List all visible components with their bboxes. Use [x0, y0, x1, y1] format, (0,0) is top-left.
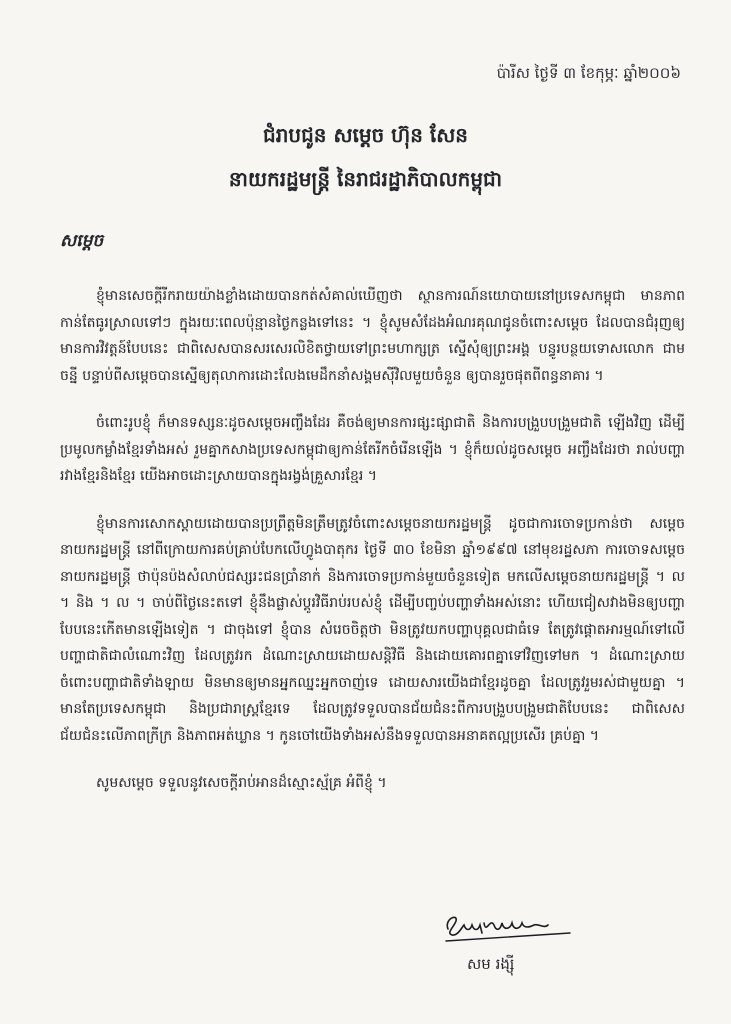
body-paragraph-1: ខ្ញុំមានសេចក្តីរីករាយយ៉ាងខ្លាំងដោយបានកត់សំគាល់ឃើញថា ស្ថានការណ៍នយោបាយនៅប្រទេសកម្ពុជា មានភាពកាន់តែធូរស្រាលទៅៗ ក្នុងរយៈពេលប៉ុន្មានថ្ងៃកន្លងទៅនេះ ។ ខ្ញុំសូមសំដែងអំណរគុណជូនចំពោះសម្តេច ដែលបានជំរុញឲ្យមានការវិវត្តន៍បែបនេះ ជាពិសេសបានសរសេរលិខិតថ្វាយទៅព្រះមហាក្សត្រ ស្នើសុំឲ្យព្រះអង្គ បន្ធូរបន្ថយទោសលោក ជាម ចន្នី បន្ទាប់ពីសម្តេចបានស្នើឲ្យតុលាការដោះលែងមេដឹកនាំសង្គមស៊ីវិលមួយចំនួន ឲ្យបានរួចផុតពីពន្ធនាគារ ។	[60, 288, 685, 384]
body-paragraph-2: ចំពោះរូបខ្ញុំ ក៏មានទស្សនៈដូចសម្តេចអញ្ចឹងដែរ គឺចង់ឲ្យមានការផ្សះផ្សាជាតិ និងការបង្រួបបង្រួមជាតិ ឡើងវិញ ដើម្បីប្រមូលកម្លាំងខ្មែរទាំងអស់ រួមគ្នាកសាងប្រទេសកម្ពុជាឲ្យកាន់តែរីកចំរើនឡើង ។ ខ្ញុំក៏យល់ដូចសម្តេច អញ្ចឹងដែរថា រាល់បញ្ហារវាងខ្មែរនិងខ្មែរ យើងអាចដោះស្រាយបានក្នុងរង្វង់គ្រួសារខ្មែរ ។	[60, 415, 685, 484]
handwritten-signature	[440, 905, 590, 985]
closing-paragraph: សូមសម្តេច ទទួលនូវសេចក្តីរាប់អានដ៏ស្មោះស្ម័គ្រ អំពីខ្ញុំ ។	[96, 775, 387, 791]
signer-name: សម រង្ស៊ី	[467, 955, 515, 973]
salutation: សម្តេច	[60, 231, 104, 251]
body-paragraph-3: ខ្ញុំមានការសោកស្តាយដោយបានប្រព្រឹត្តមិនត្រឹមត្រូវចំពោះសម្តេចនាយករដ្ឋមន្រ្តី ដូចជាការចោទប្រកាន់ថា សម្តេចនាយករដ្ឋមន្រ្តី នៅពីក្រោយការគប់គ្រាប់បែកលើហ្វូងបាតុករ ថ្ងៃទី ៣០ ខែមិនា ឆ្នាំ១៩៩៧ នៅមុខរដ្ឋសភា ការចោទសម្តេចនាយករដ្ឋមន្រ្តី ថាប៉ុនប៉ងសំលាប់ជស្សរះជនប្រាំនាក់ និងការចោទប្រកាន់មួយចំនួនទៀត មកលើសម្តេចនាយករដ្ឋមន្រ្តី ។ ល ។ និង ។ ល ។ ចាប់ពីថ្ងៃនេះតទៅ ខ្ញុំនឹងផ្លាស់ប្តូរវិធីរាប់របស់ខ្ញុំ ដើម្បីបញ្ចប់បញ្ហាទាំងអស់នោះ ហើយជៀសវាងមិនឲ្យបញ្ហាបែបនេះកើតមានឡើងទៀត ។ ជាចុងទៅ ខ្ញុំបាន សំរេចចិត្តថា មិនត្រូវយកបញ្ហាបុគ្គលជាធំទេ តែត្រូវផ្តោតអារម្មណ៍ទៅលើបញ្ហាជាតិជាលំណោះវិញ ដែលត្រូវរក ដំណោះស្រាយដោយសន្តិវិធី និងដោយគោរពគ្នាទៅវិញទៅមក ។ ដំណោះស្រាយចំពោះបញ្ហាជាតិទាំងឡាយ មិនមានឲ្យមានអ្នកឈ្នះអ្នកចាញ់ទេ ដោយសារយើងជាខ្មែរដូចគ្នា ដែលត្រូវរួមរស់ជាមួយគ្នា ។ មានតែប្រទេសកម្ពុជា និងប្រជារាស្រ្តខ្មែរទេ ដែលត្រូវទទួលបានជ័យជំនះពីការបង្រួបបង្រួមជាតិបែបនេះ ជាពិសេសជ័យជំនះលើភាពក្រីក្រ និងភាពអត់ឃ្លាន ។ កូនចៅយើងទាំងអស់នឹងទទួលបានអនាគតល្អប្រសើរ គ្រប់គ្នា ។	[60, 515, 685, 744]
letter-body	[60, 283, 685, 818]
addressee-line-1: ជំរាបជូន សម្តេច ហ៊ុន សែន	[263, 123, 468, 147]
addressee-line-2: នាយករដ្ឋមន្រ្តី នៃរាជរដ្ឋាភិបាលកម្ពុជា	[228, 167, 503, 191]
addressee-block	[0, 122, 731, 196]
letter-date: ប៉ារីស ថ្ងៃទី ៣ ខែកុម្ភៈ ឆ្នាំ២០០៦	[496, 64, 681, 82]
signature-scribble	[440, 905, 580, 945]
